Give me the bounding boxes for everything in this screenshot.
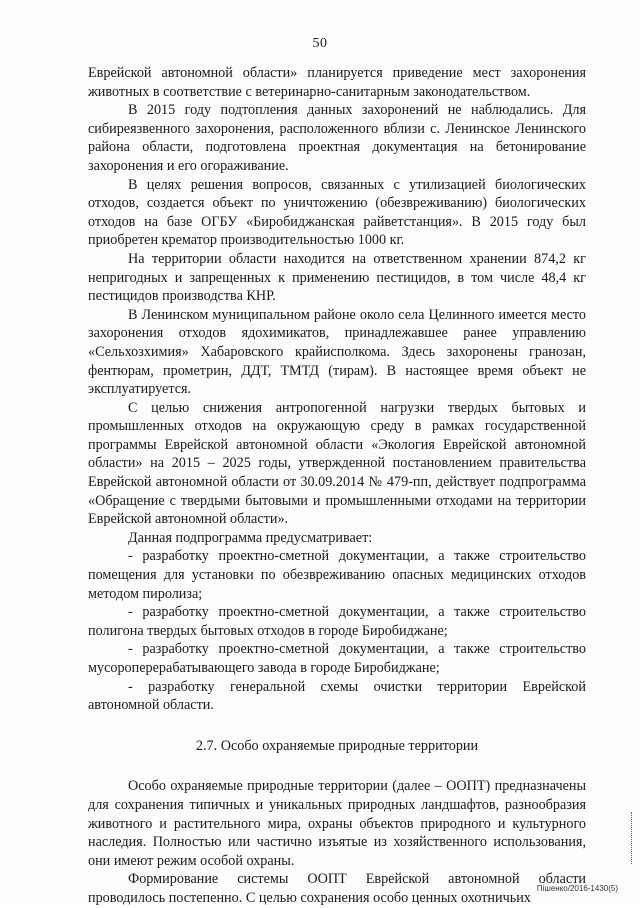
document-body [88,64,586,908]
scan-margin-mark [631,812,634,864]
list-item: - разработку генеральной схемы очистки территории Еврейской автономной области. [88,678,586,714]
list-item: - разработку проектно-сметной документации, а также строительство полигона твердых бытовых отходов в городе Биробиджане; [88,604,586,639]
paragraph-protected-areas: Особо охраняемые природные территории (далее – ООПТ) предназначены для сохранения типичных и уникальных природных ландшафтов, разнообразия животного и растительного мира, охраны объектов природного и культурного наследия. Полностью или частично изъятые из хозяйственного использования, они имеют режим особой охраны. [88,778,586,869]
footer-document-code: Пішенко/2016-1430(5) [536,884,618,893]
paragraph-continuation: Еврейской автономной области» планируется приведение мест захоронения животных в соответствие с ветеринарно-санитарным законодательством. [88,65,586,100]
paragraph-pesticides: На территории области находится на ответственном хранении 874,2 кг непригодных и запрещенных к применению пестицидов, в том числе 48,4 кг пестицидов производства КНР. [88,250,586,305]
page-number: 50 [312,36,328,51]
paragraph-state-program: С целью снижения антропогенной нагрузки твердых бытовых и промышленных отходов на окружающую среду в рамках государственной программы Еврейской автономной области «Экология Еврейской автономной области» на 2015 – 2025 годы, утвержденной постановлением правительства Еврейской автономной области от 30.09.2014 № 479-пп, действует подпрограмма «Обращение с твердыми бытовыми и промышленными отходами на территории Еврейской автономной области». [88,399,586,528]
section-heading: 2.7. Особо охраняемые природные территории [195,737,479,754]
paragraph-oopt-formation: Формирование системы ООПТ Еврейской автономной области проводилось постепенно. С целью сохранения особо ценных охотничьих [88,871,586,906]
paragraph-leninsky-district: В Ленинском муниципальном районе около села Целинного имеется место захоронения отходов ядохимикатов, принадлежавшее ранее управлению «Сельхозхимия» Хабаровского крайисполкома. Здесь захоронены гранозан, фентюрам, прометрин, ДДТ, ТМТД (тирам). В настоящее время объект не эксплуатируется. [88,306,586,398]
list-item: - разработку проектно-сметной документации, а также строительство мусороперерабатывающего завода в городе Биробиджане; [88,641,586,676]
paragraph-burials-2015: В 2015 году подтопления данных захоронений не наблюдались. Для сибиреязвенного захоронения, расположенного вблизи с. Ленинское Ленинского района области, подготовлена проектная документация на бетонирование захоронения и его огораживание. [88,102,586,174]
list-item: - разработку проектно-сметной документации, а также строительство помещения для установки по обезвреживанию опасных медицинских отходов методом пиролиза; [88,548,586,602]
paragraph-biowaste: В целях решения вопросов, связанных с утилизацией биологических отходов, создается объект по уничтожению (обезвреживанию) биологических отходов на базе ОГБУ «Биробиджанская райветстанция». В 2015 году был приобретен крематор производительностью 1000 кг. [88,176,586,249]
paragraph-subprogram-intro: Данная подпрограмма предусматривает: [128,529,373,546]
